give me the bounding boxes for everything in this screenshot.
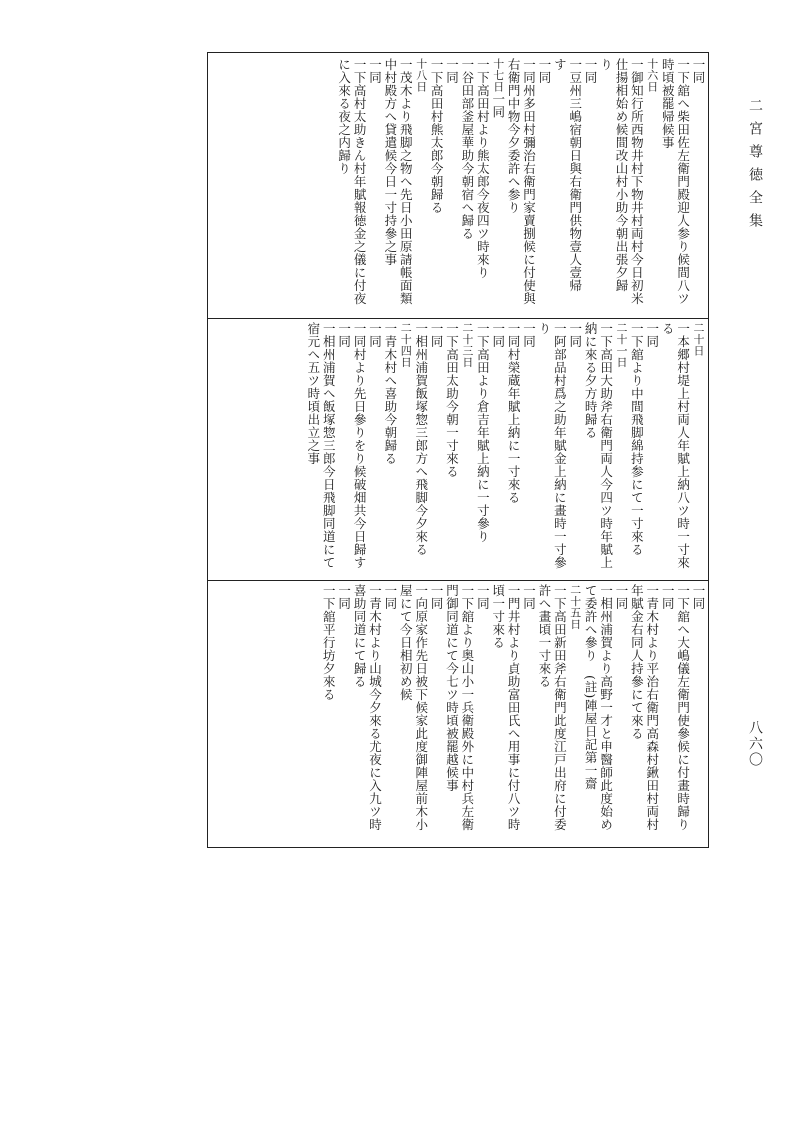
entry-text: 一青木村へ喜助今朝歸る — [382, 322, 398, 465]
entry-text: 一同 — [521, 322, 537, 348]
entry-text: 許へ畫頃一寸來る — [536, 584, 552, 688]
diary-entry — [352, 58, 367, 314]
entry-text: 年賦金右同人持參にて來る — [629, 584, 645, 740]
entry-text: 一下高田大助斧右衛門両人今四ツ時年賦上 — [598, 322, 614, 569]
diary-entry — [429, 58, 444, 314]
entry-text: に入來る夜之内歸り — [336, 58, 352, 175]
diary-entry — [583, 584, 598, 842]
entry-date: 二十三日 — [460, 322, 474, 368]
entry-text: 一同 — [367, 322, 383, 348]
diary-entry — [691, 584, 706, 842]
entry-text: 一阿部品村爲之助年賦金上納に畫時一寸參 — [552, 322, 568, 569]
entry-text: 右衛門中物今夕委許へ参り — [506, 58, 522, 214]
entry-text: す — [552, 58, 568, 71]
diary-entry — [614, 58, 629, 314]
entry-text: 一同 — [644, 322, 660, 348]
diary-entry — [552, 584, 567, 842]
diary-entry — [506, 58, 521, 314]
entry-text: 一同 — [567, 322, 583, 348]
diary-entry — [537, 322, 552, 576]
diary-entry — [644, 322, 659, 576]
entry-text: 一同 — [660, 584, 676, 610]
entry-text: 一同 — [336, 584, 352, 610]
entry-date: 十六日 — [645, 58, 659, 93]
diary-entry — [444, 58, 459, 314]
diary-entry — [429, 584, 444, 842]
entry-text: 一下高田新田斧右衛門此度江戸出府に付委 — [552, 584, 568, 831]
entry-text: 一御知行所西物井村下物井村両村今日初米 — [629, 58, 645, 305]
diary-entry — [660, 584, 675, 842]
diary-entry — [567, 58, 582, 314]
diary-entry — [490, 584, 505, 842]
entry-text: 一同 — [691, 584, 706, 610]
diary-entry — [660, 58, 675, 314]
diary-entry — [552, 58, 567, 314]
entry-text: 納に來る夕方時歸る — [583, 322, 599, 439]
diary-entry — [552, 322, 567, 576]
diary-entry — [614, 322, 629, 576]
diary-entry — [521, 584, 536, 842]
entry-text: 一同州多田村彌治右衛門家賣捌候に付使與 — [521, 58, 537, 305]
entry-text: 一下高田より倉吉年賦上納に一寸參り — [475, 322, 491, 543]
entry-text: 一同 — [444, 58, 460, 84]
entry-text: 一下舘より奥山小一兵衛殿外に中村兵左衛 — [459, 584, 475, 831]
entry-date: 二十四日 — [399, 322, 413, 368]
page-number: 八六〇 — [747, 720, 763, 768]
diary-entry — [490, 322, 505, 576]
entry-text: 一同 — [521, 584, 537, 610]
diary-entry — [675, 322, 690, 576]
entry-text: 一下高村太助きん村年賦報徳金之儀に付夜 — [352, 58, 368, 305]
entry-text: り — [598, 58, 614, 71]
entry-text: 一同 — [490, 92, 506, 119]
text-band-middle — [210, 322, 706, 576]
diary-entry — [537, 584, 552, 842]
diary-entry — [444, 322, 459, 576]
diary-entry — [614, 584, 629, 842]
entry-text: 一青木村より平治右衛門高森村鍬田村両村 — [644, 584, 660, 831]
diary-entry — [506, 322, 521, 576]
entry-text: 一同 — [429, 322, 445, 348]
diary-entry — [629, 584, 644, 842]
entry-text: 一下舘より中間飛脚綿持参にて一寸來る — [629, 322, 645, 556]
diary-entry — [352, 322, 367, 576]
diary-entry — [644, 584, 659, 842]
entry-text: 一下舘平行坊夕來る — [321, 584, 337, 701]
entry-text: 一谷田部釜屋華助今朝宿へ歸る — [459, 58, 475, 240]
diary-entry — [429, 322, 444, 576]
diary-entry — [382, 322, 397, 576]
diary-entry — [367, 584, 382, 842]
entry-text: 時頃被罷帰候事 — [660, 58, 676, 149]
entry-text: 一相州浦賀より高野一才と申醫師此度始め — [598, 584, 614, 831]
diary-entry — [506, 584, 521, 842]
diary-entry — [598, 584, 613, 842]
diary-entry — [475, 58, 490, 314]
diary-entry — [336, 584, 351, 842]
diary-entry — [490, 58, 505, 314]
entry-text: 門御同道にて今七ツ時頃被罷越候事 — [444, 584, 460, 792]
entry-text: 一同 — [583, 58, 599, 84]
diary-entry — [537, 58, 552, 314]
entry-text: 一同 — [691, 58, 706, 84]
diary-entry — [691, 322, 706, 576]
entry-text: 一同 — [490, 322, 506, 348]
diary-entry — [521, 322, 536, 576]
entry-text: り — [536, 322, 552, 335]
diary-entry — [413, 584, 428, 842]
entry-text: 中村殿方へ貸遣候今日一寸持參之事 — [382, 58, 398, 266]
diary-entry — [367, 58, 382, 314]
entry-text: 屋にて今日相初め候 — [398, 584, 414, 701]
text-band-upper — [210, 58, 706, 314]
entry-date: 二十日 — [692, 322, 705, 357]
entry-text: 一豆州三嶋宿朝日與右衛門供物壹人壹帰 — [567, 58, 583, 292]
diary-entry — [583, 322, 598, 576]
entry-text: 宿元へ五ツ時頃出立之事 — [305, 322, 321, 465]
entry-text: 一同 — [382, 584, 398, 610]
diary-entry — [398, 322, 413, 576]
band-divider — [207, 580, 709, 581]
diary-entry — [413, 322, 428, 576]
diary-entry — [398, 584, 413, 842]
diary-entry — [413, 58, 428, 314]
entry-date: 二十五日 — [568, 584, 582, 630]
entry-text: 一下高田村熊太郎今朝歸る — [429, 58, 445, 214]
diary-entry — [675, 584, 690, 842]
entry-date: 二十一日 — [614, 322, 628, 368]
entry-text: 一相州浦賀へ飯塚惣三郎今日飛脚同道にて — [321, 322, 337, 569]
entry-text: る — [660, 322, 676, 335]
diary-entry — [321, 584, 336, 842]
entry-text: 頃一寸來る — [490, 584, 506, 649]
diary-entry — [691, 58, 706, 314]
entry-text: 一下舘へ大嶋儀左衛門使參候に付畫時歸り — [675, 584, 691, 831]
diary-entry — [382, 58, 397, 314]
diary-entry — [475, 584, 490, 842]
entry-text: 一相州浦賀飯塚惣三郎方へ飛脚今夕來る — [413, 322, 429, 556]
running-title: 二宮尊徳全集 — [747, 98, 763, 236]
entry-text: 仕揚相始め候間改山村小助今朝出張夕歸 — [613, 58, 629, 292]
entry-text: 一門井村より貞助富田氏へ用事に付八ツ時 — [506, 584, 522, 831]
entry-text: 一同 — [613, 584, 629, 610]
entry-text: 一同 — [475, 584, 491, 610]
diary-entry — [567, 322, 582, 576]
diary-entry — [660, 322, 675, 576]
diary-entry — [629, 58, 644, 314]
diary-entry — [336, 58, 351, 314]
entry-text: 一同 — [367, 58, 383, 84]
entry-text: 一向原家作先日被下候家此度御陣屋前木小 — [413, 584, 429, 831]
diary-entry — [583, 58, 598, 314]
diary-entry — [444, 584, 459, 842]
entry-text: 喜助同道にて歸る — [352, 584, 368, 688]
diary-entry — [644, 58, 659, 314]
diary-entry — [336, 322, 351, 576]
diary-entry — [629, 322, 644, 576]
entry-date: 十七日 — [491, 58, 505, 93]
diary-entry — [382, 584, 397, 842]
diary-entry — [567, 584, 582, 842]
entry-text: 一同 — [536, 58, 552, 84]
entry-date: 十八日 — [414, 58, 428, 93]
diary-entry — [598, 58, 613, 314]
text-band-lower — [210, 584, 706, 842]
diary-entry — [475, 322, 490, 576]
diary-entry — [398, 58, 413, 314]
diary-entry — [598, 322, 613, 576]
diary-entry — [367, 322, 382, 576]
diary-entry — [521, 58, 536, 314]
entry-text: 一下舘へ柴田佐左衛門殿迎人参り候間八ツ — [675, 58, 691, 305]
entry-text: て委許へ參り (註)陣屋日記第一齋 — [583, 584, 599, 790]
entry-text: 一同 — [336, 322, 352, 348]
entry-text: 一下高田太助今朝一寸來る — [444, 322, 460, 478]
band-divider — [207, 318, 709, 319]
entry-text: 一茂木より飛脚之物へ先日小田原請帳面類 — [398, 58, 414, 305]
diary-entry — [675, 58, 690, 314]
entry-text: 一同村より先日參りをり候破畑共今日歸す — [352, 322, 368, 569]
diary-entry — [305, 322, 320, 576]
diary-entry — [352, 584, 367, 842]
diary-entry — [321, 322, 336, 576]
entry-text: 一青木村より山城今夕來る尤夜に入九ツ時 — [367, 584, 383, 831]
entry-text: 一同村榮蔵年賦上納に一寸來る — [506, 322, 522, 504]
diary-entry — [460, 584, 475, 842]
entry-text: 一本郷村堤上村両人年賦上納八ツ時一寸來 — [675, 322, 691, 569]
diary-entry — [460, 322, 475, 576]
entry-text: 一下高田村より熊太郎今夜四ツ時來り — [475, 58, 491, 279]
entry-text: 一同 — [429, 584, 445, 610]
diary-entry — [460, 58, 475, 314]
